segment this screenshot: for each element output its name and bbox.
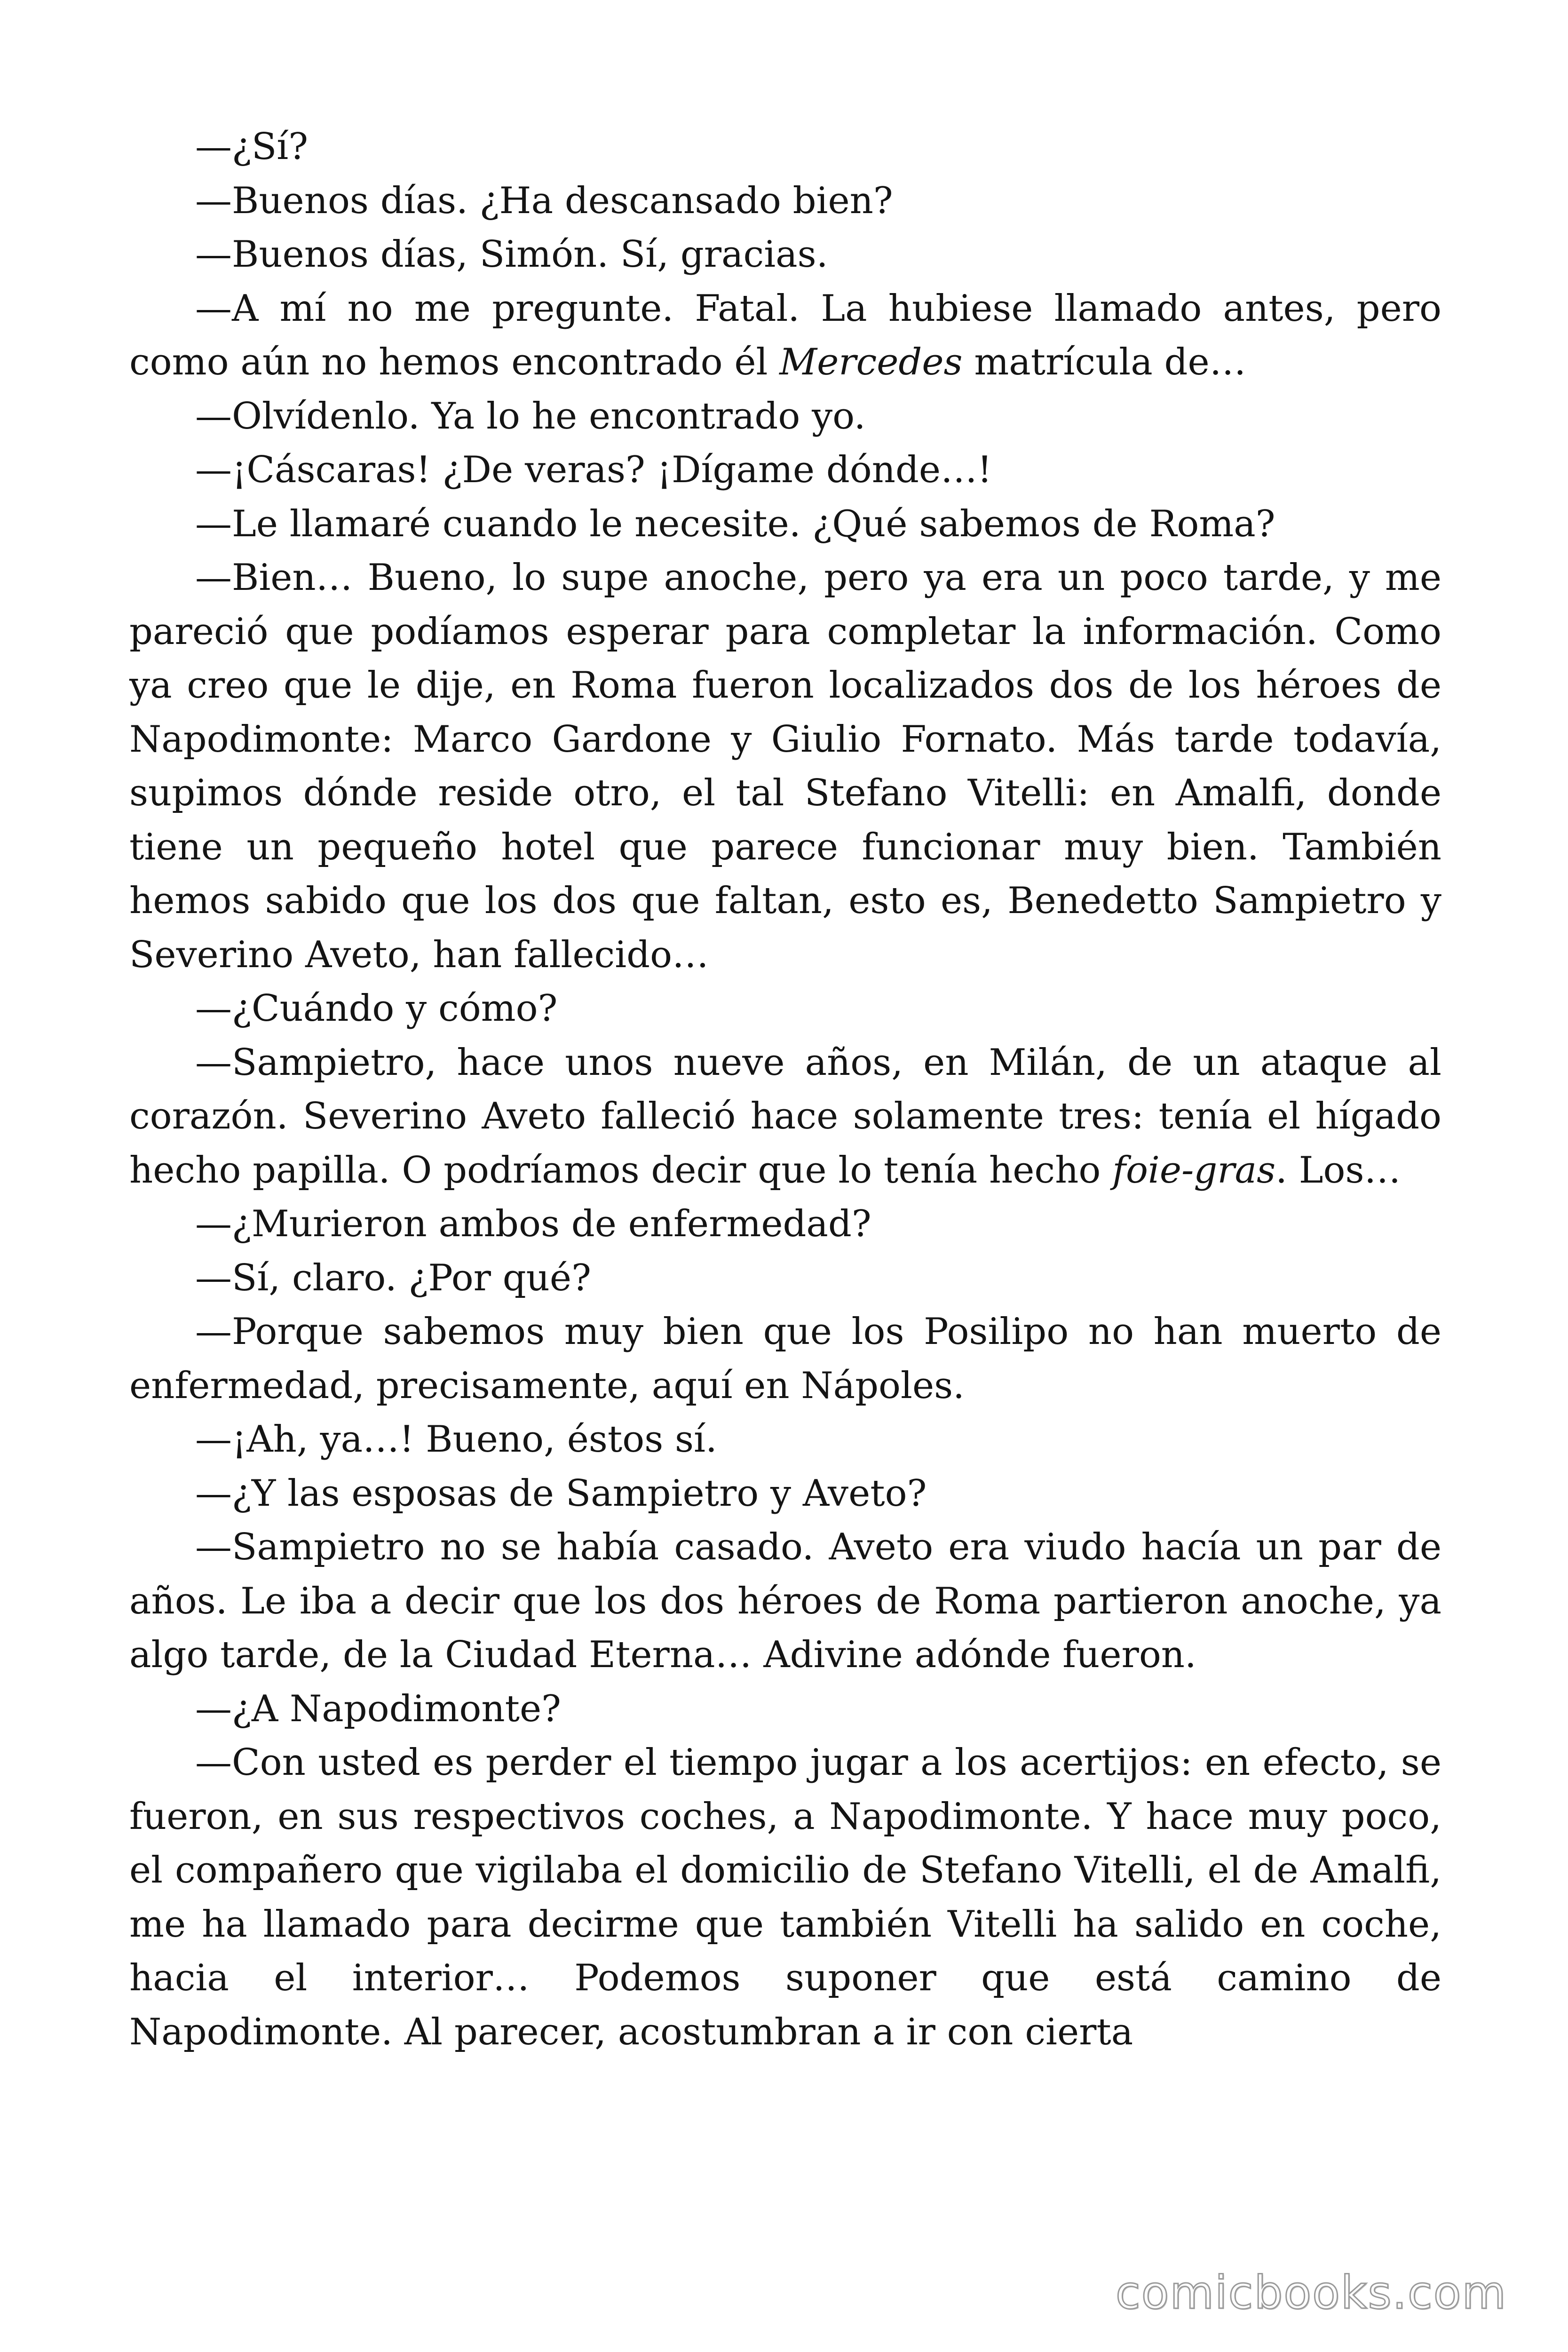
paragraph: —Bien… Bueno, lo supe anoche, pero ya era un poco tarde, y me pareció que podíamos esperar para completar la información. Como ya creo que le dije, en Roma fueron localizados dos de los héroes de Napodimonte: Marco Gardone y Giulio Fornato. Más tarde todavía, supimos dónde reside otro, el tal Stefano Vitelli: en Amalfi, donde tiene un pequeño hotel que parece funcionar muy bien. También hemos sabido que los dos que faltan, esto es, Benedetto Sampietro y Severino Aveto, han fallecido… — [129, 556, 1441, 976]
paragraph: —Olvídenlo. Ya lo he encontrado yo. — [195, 395, 866, 437]
paragraph: —¿Cuándo y cómo? — [195, 987, 558, 1030]
paragraph: —¿Sí? — [195, 126, 309, 168]
paragraph: —¿Murieron ambos de enfermedad? — [195, 1203, 871, 1245]
paragraph: —¡Cáscaras! ¿De veras? ¡Dígame dónde…! — [195, 449, 992, 491]
paragraph: —Sampietro no se había casado. Aveto era viudo hacía un par de años. Le iba a decir que los dos héroes de Roma partieron anoche, ya algo tarde, de la Ciudad Eterna… Adivine adónde fueron. — [129, 1526, 1441, 1676]
paragraph-text: —Sampietro, hace unos nueve años, en Milán, de un ataque al corazón. Severino Aveto falleció hace solamente tres: tenía el hígado hecho papilla. O podríamos decir que lo tenía hecho — [129, 1041, 1441, 1192]
paragraph: —Le llamaré cuando le necesite. ¿Qué sabemos de Roma? — [195, 502, 1275, 545]
paragraph-text: —A mí no me pregunte. Fatal. La hubiese llamado antes, pero como aún no hemos encontrado él — [129, 287, 1441, 383]
paragraph — [129, 1036, 1441, 1198]
paragraph: —¡Ah, ya…! Bueno, éstos sí. — [195, 1418, 717, 1461]
paragraph: —Con usted es perder el tiempo jugar a los acertijos: en efecto, se fueron, en sus respectivos coches, a Napodimonte. Y hace muy poco, el compañero que vigilaba el domicilio de Stefano Vitelli, el de Amalfi, me ha llamado para decirme que también Vitelli ha salido en coche, hacia el interior… Podemos suponer que está camino de Napodimonte. Al parecer, acostumbran a ir con cierta — [129, 1741, 1441, 2053]
text-body — [129, 120, 1441, 2059]
paragraph-text: . Los… — [1275, 1149, 1401, 1192]
paragraph: —¿Y las esposas de Sampietro y Aveto? — [195, 1472, 927, 1515]
watermark: comicbooks.com — [1115, 2266, 1507, 2319]
paragraph: —Porque sabemos muy bien que los Posilipo no han muerto de enfermedad, precisamente, aquí en Nápoles. — [129, 1311, 1441, 1407]
italic-term: foie-gras — [1112, 1149, 1276, 1192]
paragraph-text: matrícula de… — [962, 341, 1246, 383]
italic-term: Mercedes — [779, 341, 963, 383]
paragraph: —Sí, claro. ¿Por qué? — [195, 1256, 591, 1299]
paragraph: —Buenos días. ¿Ha descansado bien? — [195, 179, 893, 222]
paragraph: —Buenos días, Simón. Sí, gracias. — [195, 233, 828, 276]
paragraph — [129, 282, 1441, 389]
paragraph: —¿A Napodimonte? — [195, 1687, 561, 1730]
